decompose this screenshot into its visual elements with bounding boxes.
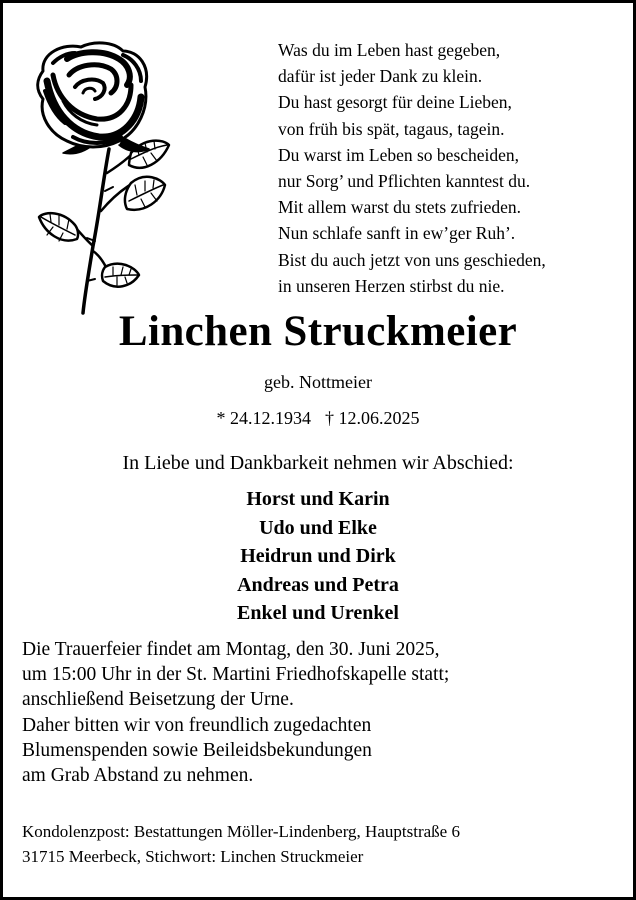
mourner-entry: Horst und Karin: [246, 488, 390, 510]
poem-line: Mit allem warst du stets zufrieden.: [278, 197, 521, 218]
service-line: Daher bitten wir von freundlich zugedachten: [22, 714, 372, 736]
poem-line: in unseren Herzen stirbst du nie.: [278, 275, 505, 296]
poem-line: von früh bis spät, tagaus, tagein.: [278, 118, 505, 139]
farewell-line: In Liebe und Dankbarkeit nehmen wir Abschied:: [122, 452, 514, 474]
life-dates: [3, 406, 633, 430]
birth-date: * 24.12.1934: [216, 408, 311, 428]
mourners-list: [3, 485, 633, 628]
poem-line: nur Sorg’ und Pflichten kanntest du.: [278, 171, 531, 192]
birth-name: geb. Nottmeier: [264, 372, 372, 392]
poem-line: Bist du auch jetzt von uns geschieden,: [278, 249, 546, 270]
poem-line: Du hast gesorgt für deine Lieben,: [278, 92, 512, 113]
service-line: Die Trauerfeier findet am Montag, den 30. Juni 2025,: [22, 639, 440, 660]
poem-line: Nun schlafe sanft in ew’ger Ruh’.: [278, 223, 516, 244]
rose-illustration: [23, 41, 173, 316]
condolence-line: Kondolenzpost: Bestattungen Möller-Lindenberg, Hauptstraße 6: [22, 822, 460, 841]
service-line: Blumenspenden sowie Beileidsbekundungen: [22, 739, 372, 761]
mourner-entry: Andreas und Petra: [237, 573, 399, 596]
death-date: † 12.06.2025: [325, 408, 420, 428]
poem: [278, 37, 623, 299]
service-info: [22, 637, 622, 788]
poem-line: Du warst im Leben so bescheiden,: [278, 144, 520, 165]
service-line: anschließend Beisetzung der Urne.: [22, 689, 294, 711]
condolence-line: 31715 Meerbeck, Stichwort: Linchen Struckmeier: [22, 847, 364, 866]
mourner-entry: Enkel und Urenkel: [237, 602, 399, 624]
service-line: am Grab Abstand zu nehmen.: [22, 765, 254, 787]
mourner-entry: Udo und Elke: [259, 516, 377, 539]
poem-line: dafür ist jeder Dank zu klein.: [278, 66, 483, 87]
mourner-entry: Heidrun und Dirk: [240, 545, 396, 567]
deceased-name: Linchen Struckmeier: [118, 308, 518, 355]
condolence-address: [22, 819, 622, 869]
poem-line: Was du im Leben hast gegeben,: [278, 40, 501, 60]
service-line: um 15:00 Uhr in der St. Martini Friedhofskapelle statt;: [22, 664, 450, 686]
